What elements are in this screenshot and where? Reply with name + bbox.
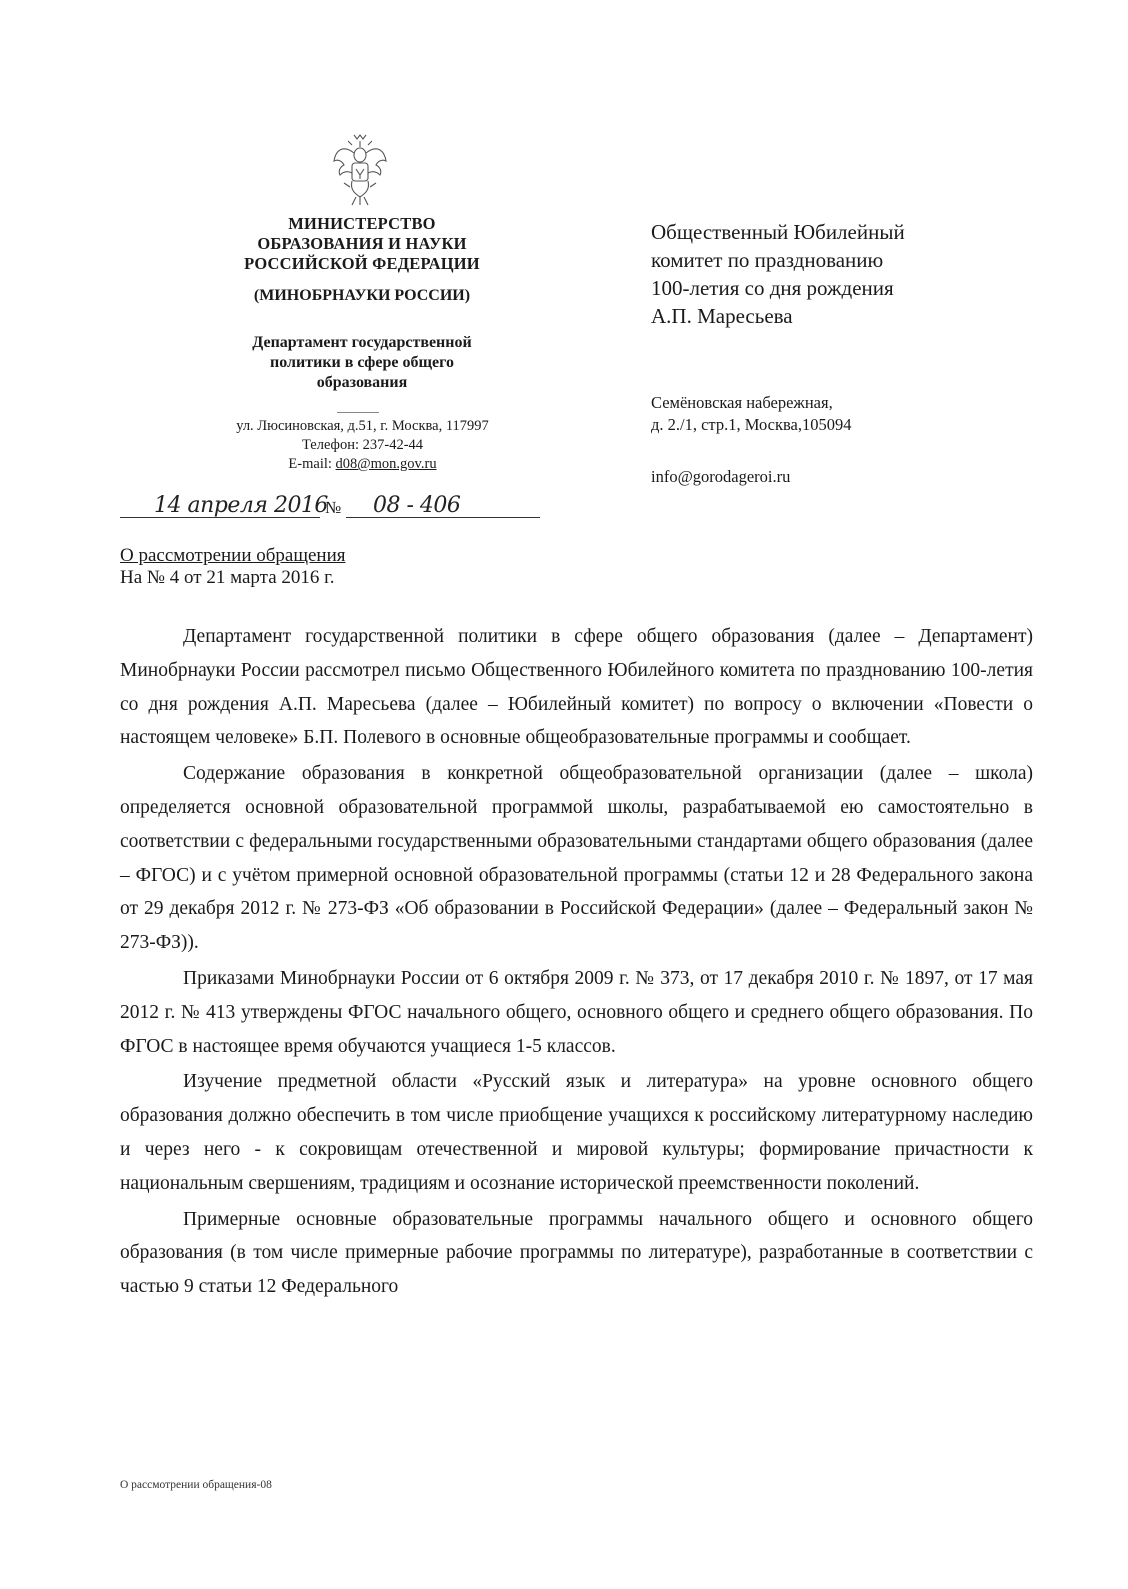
registration-number: 08 - 406 (373, 493, 461, 518)
subject-reference: На № 4 от 21 марта 2016 г. (120, 567, 335, 588)
body-paragraph: Департамент государственной политики в сфере общего образования (далее – Департамент) Минобрнауки России рассмотрел письмо Общественного Юбилейного комитета по празднованию 100-летия со дня рождения А.П. Маресьева (далее – Юбилейный комитет) по вопросу о включении «Повести о настоящем человеке» Б.П. Полевого в основные общеобразовательные программы и сообщает. (120, 626, 1033, 749)
body-paragraph: Изучение предметной области «Русский язык и литература» на уровне основного общего образования должно обеспечить в том числе приобщение учащихся к российскому литературному наследию и через него - к сокровищам отечественной и мировой культуры; формирование причастности к национальным свершениям, традициям и осознание исторической преемственности поколений. (120, 1071, 1033, 1194)
body-paragraph: Содержание образования в конкретной общеобразовательной организации (далее – школа) определяется основной образовательной программой школы, разрабатываемой ею самостоятельно в соответствии с федеральными государственными образовательными стандартами общего образования (далее – ФГОС) и с учётом примерной основной образовательной программы (статьи 12 и 28 Федерального закона от 29 декабря 2012 г. № 273-ФЗ «Об образовании в Российской Федерации» (далее – Федеральный закон № 273-ФЗ)). (120, 763, 1033, 954)
sender-contacts (190, 417, 535, 474)
ministry-line: РОССИЙСКОЙ ФЕДЕРАЦИИ (244, 254, 480, 273)
department-line: Департамент государственной (252, 334, 472, 351)
department-name (212, 333, 512, 393)
recipient-line: А.П. Маресьева (651, 304, 793, 328)
sender-email[interactable]: d08@mon.gov.ru (335, 456, 437, 472)
department-line: образования (316, 374, 408, 391)
letter-body (120, 620, 1033, 1306)
letterhead-divider (337, 412, 379, 413)
recipient-address (651, 392, 1011, 436)
russian-coat-of-arms-emblem (332, 131, 388, 207)
ministry-short-name: (МИНОБРНАУКИ РОССИИ) (253, 287, 471, 304)
recipient-address-line: д. 2./1, стр.1, Москва,105094 (651, 415, 852, 434)
page-footer: О рассмотрении обращения-08 (120, 1479, 272, 1491)
recipient-email[interactable]: info@gorodageroi.ru (651, 467, 791, 486)
sender-phone: Телефон: 237-42-44 (301, 437, 424, 453)
subject-title: О рассмотрении обращения (120, 545, 346, 566)
number-label: № (325, 498, 342, 517)
sender-email-label: E-mail: (288, 456, 336, 472)
body-paragraph: Примерные основные образовательные программы начального общего и основного общего образования (в том числе примерные рабочие программы по литературе), разработанные в соответствии с частью 9 статьи 12 Федерального (120, 1208, 1033, 1298)
registration-date: 14 апреля 2016 (154, 493, 328, 518)
body-paragraph: Приказами Минобрнауки России от 6 октября 2009 г. № 373, от 17 декабря 2010 г. № 1897, от 17 мая 2012 г. № 413 утверждены ФГОС начального общего, основного общего и среднего общего образования. По ФГОС в настоящее время обучаются учащиеся 1-5 классов. (120, 967, 1033, 1057)
recipient-name (651, 218, 1051, 330)
letter-subject (120, 545, 346, 589)
ministry-line: ОБРАЗОВАНИЯ И НАУКИ (257, 234, 467, 253)
ministry-name (222, 214, 502, 274)
recipient-address-line: Семёновская набережная, (651, 393, 833, 412)
sender-address: ул. Люсиновская, д.51, г. Москва, 117997 (236, 418, 489, 434)
registration-line (120, 492, 540, 522)
ministry-line: МИНИСТЕРСТВО (288, 214, 436, 233)
department-line: политики в сфере общего (270, 354, 454, 371)
recipient-line: комитет по празднованию (651, 248, 884, 272)
recipient-line: Общественный Юбилейный (651, 220, 905, 244)
recipient-line: 100-летия со дня рождения (651, 276, 894, 300)
sender-email-line (190, 455, 535, 474)
